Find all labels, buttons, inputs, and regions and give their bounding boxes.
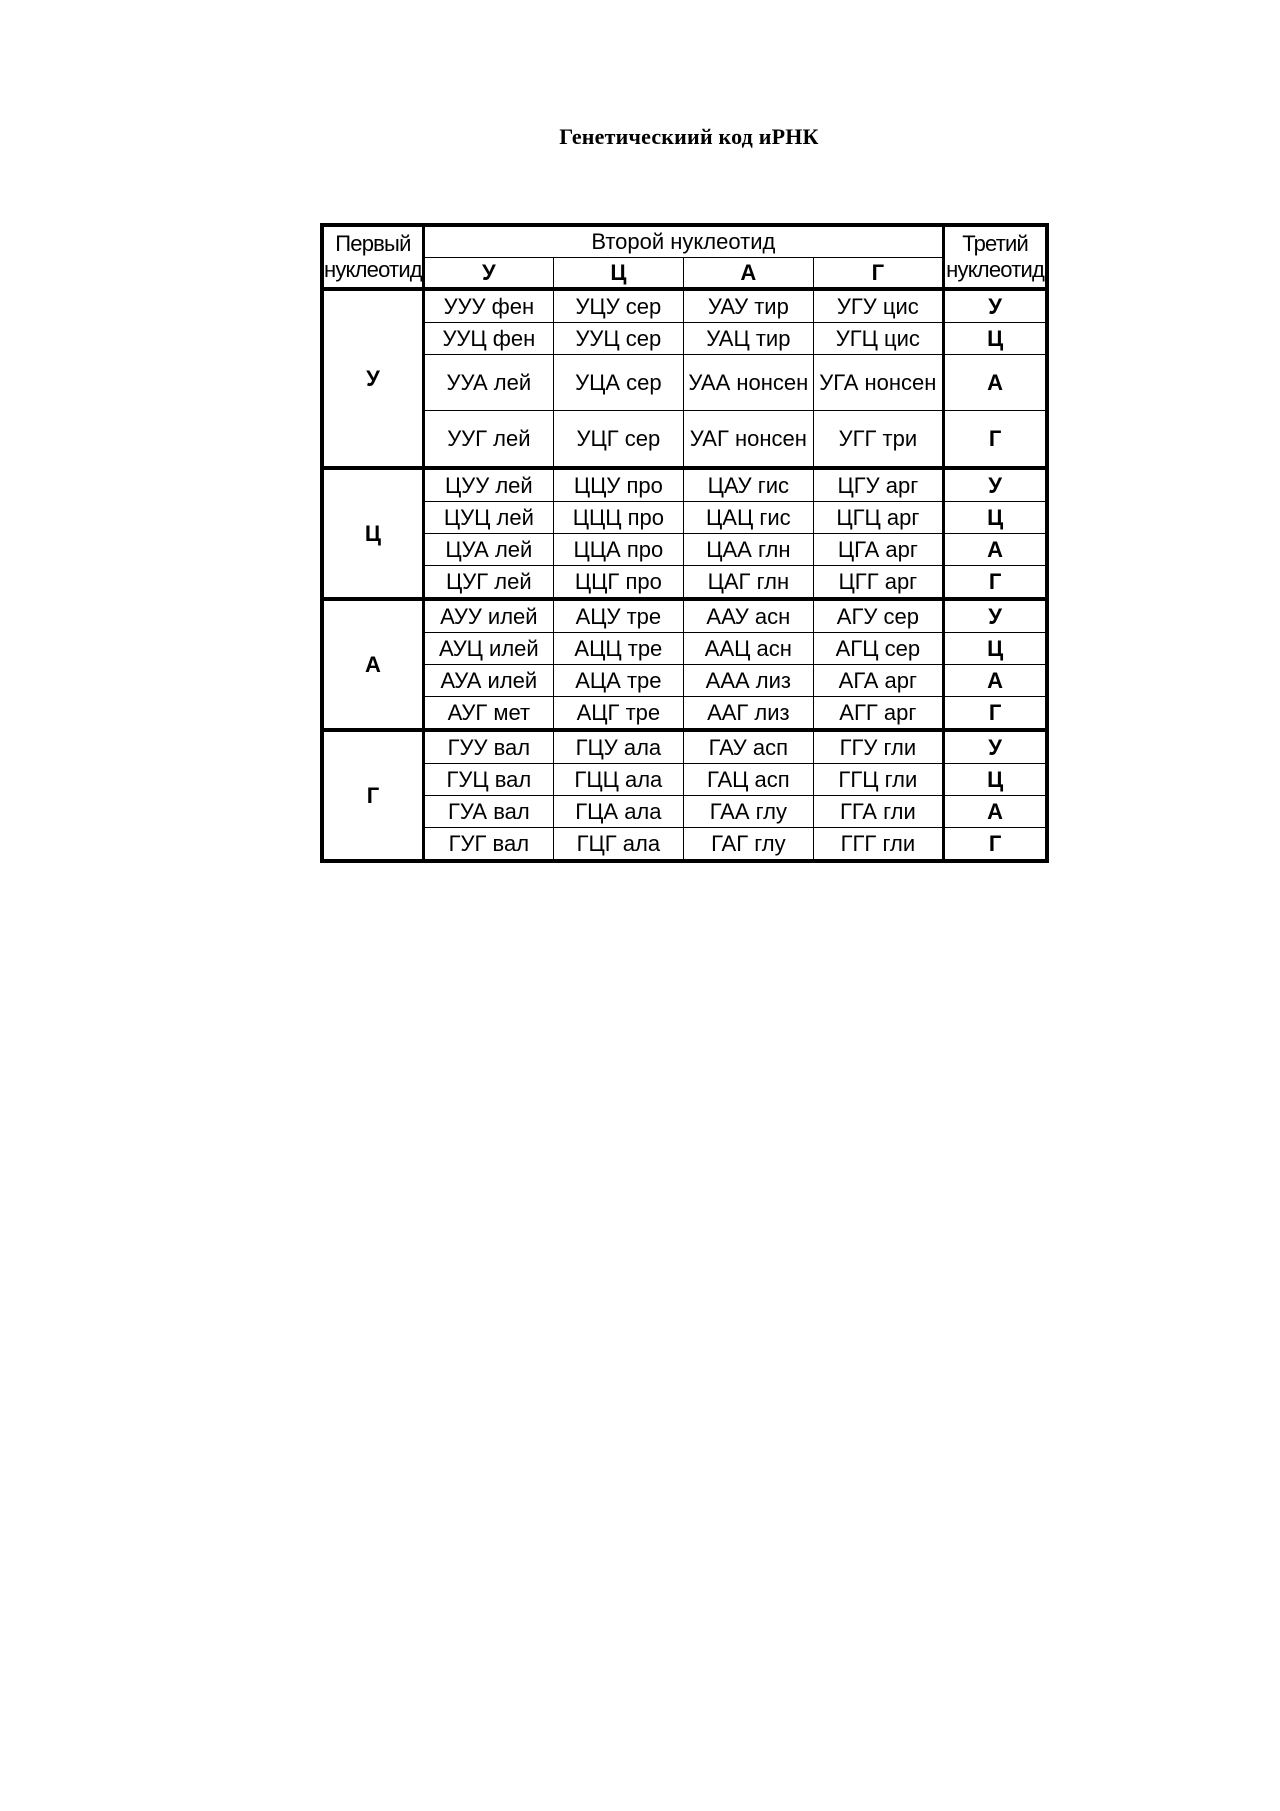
- codon-cell: ЦЦГ про: [553, 566, 683, 600]
- header-row-1: [322, 225, 1047, 258]
- codon-cell: ГЦЦ ала: [553, 764, 683, 796]
- codon-row: [322, 468, 1047, 502]
- third-nucleotide-letter: Г: [943, 697, 1047, 731]
- header-row-2: [322, 258, 1047, 290]
- codon-row: [322, 566, 1047, 600]
- codon-row: [322, 411, 1047, 469]
- codon-cell: АГА арг: [813, 665, 943, 697]
- codon-cell: ГУГ вал: [423, 828, 553, 862]
- codon-cell: ЦЦУ про: [553, 468, 683, 502]
- codon-cell: УЦА сер: [553, 355, 683, 411]
- codon-cell: ГГУ гли: [813, 730, 943, 764]
- third-nucleotide-letter: А: [943, 534, 1047, 566]
- codon-cell: ЦГА арг: [813, 534, 943, 566]
- codon-cell: ЦГГ арг: [813, 566, 943, 600]
- genetic-code-table: [320, 223, 1049, 863]
- third-nucleotide-letter: Ц: [943, 764, 1047, 796]
- codon-cell: ААЦ асн: [683, 633, 813, 665]
- codon-cell: УАЦ тир: [683, 323, 813, 355]
- codon-cell: ЦУЦ лей: [423, 502, 553, 534]
- codon-cell: АГЦ сер: [813, 633, 943, 665]
- codon-cell: УУУ фен: [423, 289, 553, 323]
- third-nucleotide-letter: У: [943, 730, 1047, 764]
- third-nucleotide-letter: А: [943, 665, 1047, 697]
- third-nucleotide-letter: Ц: [943, 633, 1047, 665]
- codon-cell: ГУЦ вал: [423, 764, 553, 796]
- codon-cell: ААУ асн: [683, 599, 813, 633]
- codon-cell: ЦАГ глн: [683, 566, 813, 600]
- first-nucleotide-header: [322, 225, 423, 289]
- third-nucleotide-letter: У: [943, 289, 1047, 323]
- codon-cell: ГГГ гли: [813, 828, 943, 862]
- codon-cell: АУУ илей: [423, 599, 553, 633]
- codon-cell: АЦЦ тре: [553, 633, 683, 665]
- codon-row: [322, 355, 1047, 411]
- third-nucleotide-header: [943, 225, 1047, 289]
- codon-cell: УУЦ фен: [423, 323, 553, 355]
- second-letter-header: Г: [813, 258, 943, 290]
- third-nucleotide-letter: Г: [943, 828, 1047, 862]
- first-nucleotide-header-line2: нуклеотид: [324, 257, 422, 282]
- codon-cell: ЦЦА про: [553, 534, 683, 566]
- codon-cell: ГГЦ гли: [813, 764, 943, 796]
- third-nucleotide-letter: Ц: [943, 323, 1047, 355]
- codon-cell: УУЦ сер: [553, 323, 683, 355]
- third-nucleotide-letter: Ц: [943, 502, 1047, 534]
- codon-row: [322, 764, 1047, 796]
- codon-row: [322, 323, 1047, 355]
- codon-row: [322, 665, 1047, 697]
- codon-cell: УАА нонсен: [683, 355, 813, 411]
- codon-cell: АЦГ тре: [553, 697, 683, 731]
- third-nucleotide-letter: У: [943, 599, 1047, 633]
- first-nucleotide-header-line1: Первый: [335, 231, 411, 256]
- third-nucleotide-letter: Г: [943, 411, 1047, 469]
- codon-row: [322, 599, 1047, 633]
- codon-cell: ЦАУ гис: [683, 468, 813, 502]
- codon-cell: ЦЦЦ про: [553, 502, 683, 534]
- codon-cell: ЦГЦ арг: [813, 502, 943, 534]
- codon-cell: ЦУГ лей: [423, 566, 553, 600]
- codon-cell: АГУ сер: [813, 599, 943, 633]
- codon-row: [322, 697, 1047, 731]
- codon-cell: ГАГ глу: [683, 828, 813, 862]
- codon-cell: УГЦ цис: [813, 323, 943, 355]
- codon-cell: УЦГ сер: [553, 411, 683, 469]
- codon-cell: ЦУА лей: [423, 534, 553, 566]
- first-nucleotide-letter: Г: [322, 730, 423, 861]
- codon-cell: УАГ нонсен: [683, 411, 813, 469]
- third-nucleotide-letter: А: [943, 796, 1047, 828]
- codon-cell: ЦАА глн: [683, 534, 813, 566]
- codon-cell: ГЦА ала: [553, 796, 683, 828]
- codon-cell: АГГ арг: [813, 697, 943, 731]
- first-nucleotide-letter: А: [322, 599, 423, 730]
- codon-cell: УУГ лей: [423, 411, 553, 469]
- page-title: Генетическиий код иРНК: [559, 124, 819, 149]
- third-nucleotide-header-line1: Третий: [962, 231, 1029, 256]
- codon-cell: УЦУ сер: [553, 289, 683, 323]
- second-letter-header: У: [423, 258, 553, 290]
- first-nucleotide-letter: Ц: [322, 468, 423, 599]
- codon-cell: ГЦГ ала: [553, 828, 683, 862]
- codon-row: [322, 828, 1047, 862]
- codon-cell: ГАУ асп: [683, 730, 813, 764]
- codon-cell: ГАА глу: [683, 796, 813, 828]
- third-nucleotide-letter: А: [943, 355, 1047, 411]
- codon-cell: УАУ тир: [683, 289, 813, 323]
- codon-cell: ЦГУ арг: [813, 468, 943, 502]
- codon-row: [322, 796, 1047, 828]
- codon-cell: АУА илей: [423, 665, 553, 697]
- codon-cell: АЦУ тре: [553, 599, 683, 633]
- codon-cell: ГУА вал: [423, 796, 553, 828]
- third-nucleotide-letter: У: [943, 468, 1047, 502]
- codon-row: [322, 633, 1047, 665]
- codon-cell: АУЦ илей: [423, 633, 553, 665]
- codon-cell: ААА лиз: [683, 665, 813, 697]
- second-nucleotide-header: Второй нуклеотид: [423, 225, 943, 258]
- codon-cell: УУА лей: [423, 355, 553, 411]
- third-nucleotide-letter: Г: [943, 566, 1047, 600]
- codon-cell: ГУУ вал: [423, 730, 553, 764]
- codon-row: [322, 289, 1047, 323]
- codon-row: [322, 502, 1047, 534]
- codon-cell: ААГ лиз: [683, 697, 813, 731]
- codon-cell: ЦАЦ гис: [683, 502, 813, 534]
- codon-cell: АЦА тре: [553, 665, 683, 697]
- codon-cell: ГЦУ ала: [553, 730, 683, 764]
- codon-cell: УГА нонсен: [813, 355, 943, 411]
- codon-cell: ГАЦ асп: [683, 764, 813, 796]
- codon-cell: ЦУУ лей: [423, 468, 553, 502]
- codon-cell: ГГА гли: [813, 796, 943, 828]
- second-letter-header: Ц: [553, 258, 683, 290]
- codon-cell: УГУ цис: [813, 289, 943, 323]
- codon-row: [322, 730, 1047, 764]
- codon-cell: АУГ мет: [423, 697, 553, 731]
- codon-cell: УГГ три: [813, 411, 943, 469]
- codon-row: [322, 534, 1047, 566]
- third-nucleotide-header-line2: нуклеотид: [946, 257, 1045, 282]
- second-letter-header: А: [683, 258, 813, 290]
- first-nucleotide-letter: У: [322, 289, 423, 468]
